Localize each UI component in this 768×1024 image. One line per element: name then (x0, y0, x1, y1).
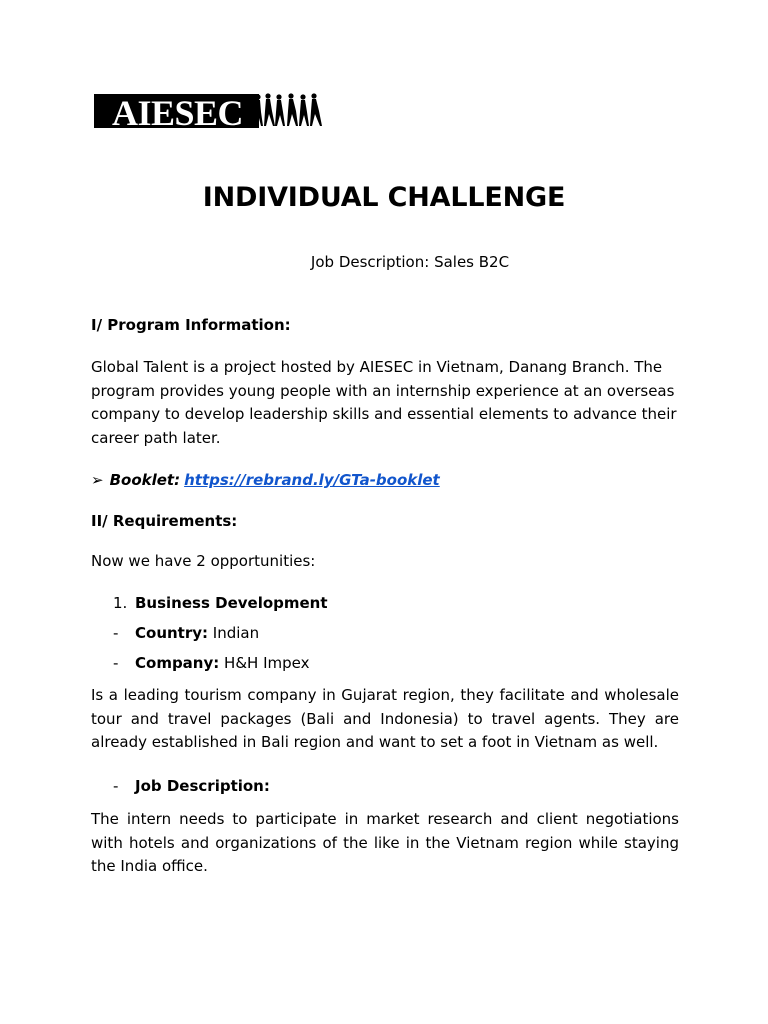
program-paragraph: Global Talent is a project hosted by AIESEC in Vietnam, Danang Branch. The program provides young people with an internship experience at an overseas company to develop leadership skills and essential elements to advance their career path later. (91, 358, 677, 447)
country-label: Country: (135, 624, 209, 642)
dash-bullet: - (113, 777, 119, 795)
logo-background (94, 93, 259, 133)
booklet-label: Booklet: (109, 471, 181, 489)
company-description: Is a leading tourism company in Gujarat region, they facilitate and wholesale tour and travel packages (Bali and Indonesia) to travel agents. They are already established in Bali region and want to set a foot in Vietnam as well. (91, 686, 679, 751)
logo-text: AIESEC (112, 93, 244, 133)
opportunities-intro: Now we have 2 opportunities: (91, 552, 316, 570)
job-description-label: Job Description: (135, 777, 270, 795)
country-line (135, 624, 259, 642)
page-subtitle: Job Description: Sales B2C (310, 253, 510, 271)
company-value: H&H Impex (224, 654, 310, 672)
job-description-text: The intern needs to participate in market research and client negotiations with hotels and organizations of the like in the Vietnam region while staying the India office. (91, 810, 679, 875)
opportunity-title: Business Development (135, 594, 328, 612)
list-number: 1. (113, 594, 128, 612)
section-heading-program-information: I/ Program Information: (91, 316, 291, 334)
arrow-bullet-icon: ➢ (91, 471, 104, 489)
walking-people-icon (252, 92, 324, 130)
dash-bullet: - (113, 624, 119, 642)
aiesec-logo (94, 92, 324, 133)
company-line (135, 654, 309, 672)
company-label: Company: (135, 654, 220, 672)
dash-bullet: - (113, 654, 119, 672)
booklet-link[interactable]: https://rebrand.ly/GTa-booklet (184, 471, 440, 489)
page-title: INDIVIDUAL CHALLENGE (202, 182, 566, 213)
booklet-line (91, 471, 440, 489)
section-heading-requirements: II/ Requirements: (91, 512, 238, 530)
country-value: Indian (212, 624, 260, 642)
